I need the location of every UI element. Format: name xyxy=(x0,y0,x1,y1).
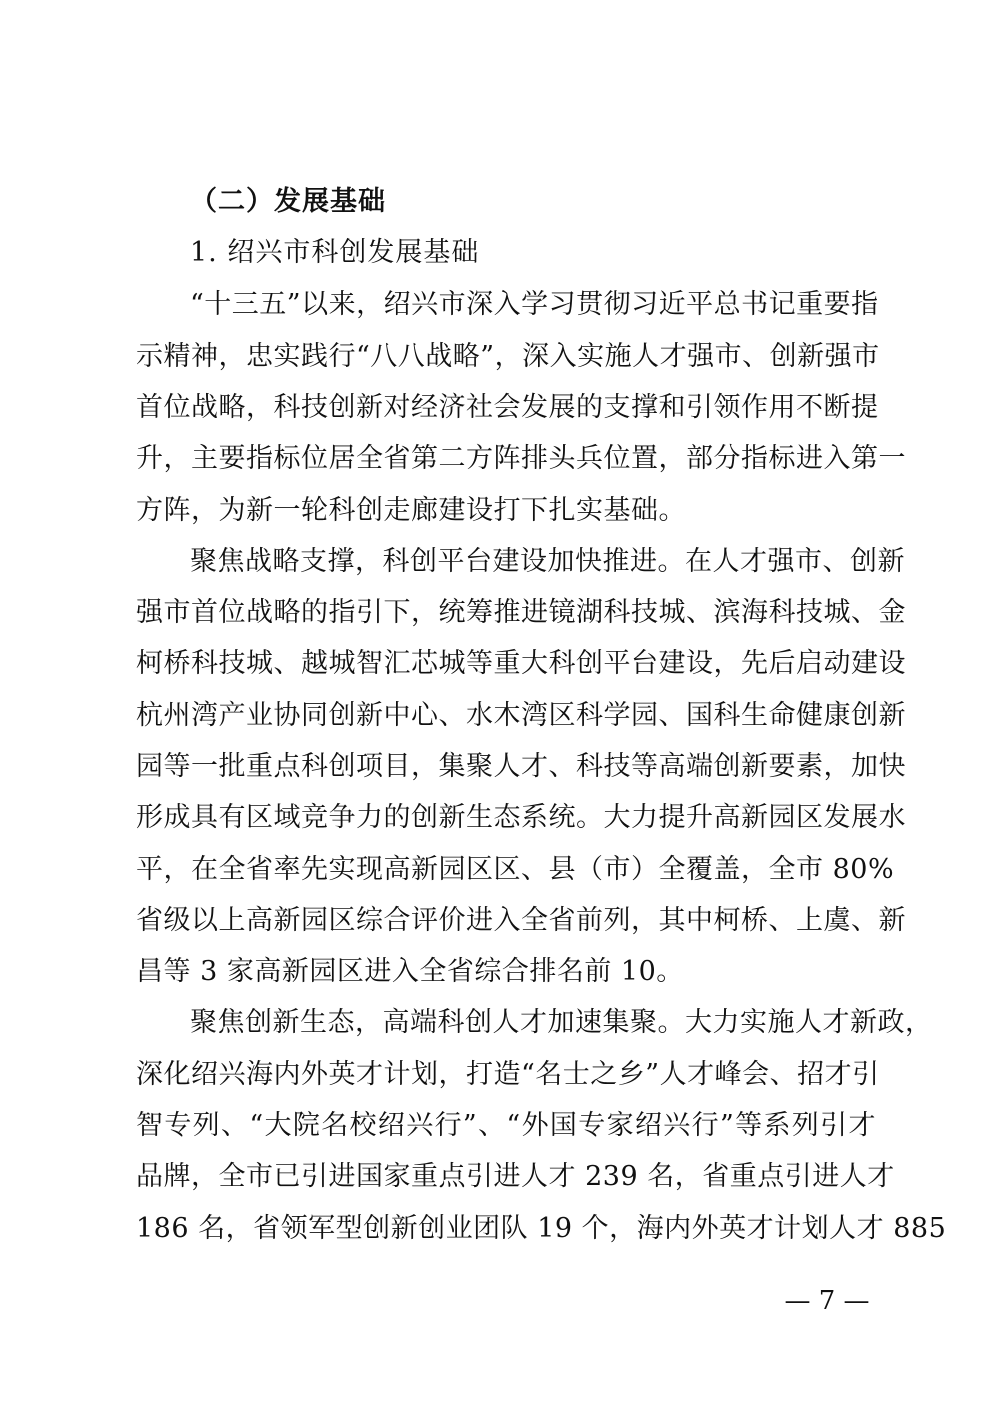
paragraph-line: 智专列、“大院名校绍兴行”、“外国专家绍兴行”等系列引才 xyxy=(136,1110,876,1141)
paragraph-line: 柯桥科技城、越城智汇芯城等重大科创平台建设，先后启动建设 xyxy=(136,648,906,679)
paragraph-line: 方阵，为新一轮科创走廊建设打下扎实基础。 xyxy=(136,495,686,526)
paragraph-line: 聚焦战略支撑，科创平台建设加快推进。在人才强市、创新 xyxy=(190,546,905,577)
paragraph-line: 升，主要指标位居全省第二方阵排头兵位置，部分指标进入第一 xyxy=(136,443,906,474)
paragraph-line: 园等一批重点科创项目，集聚人才、科技等高端创新要素，加快 xyxy=(136,751,906,782)
paragraph-line: 聚焦创新生态，高端科创人才加速集聚。大力实施人才新政， xyxy=(190,1007,933,1038)
paragraph-line: 杭州湾产业协同创新中心、水木湾区科学园、国科生命健康创新 xyxy=(136,700,906,731)
paragraph-line: 品牌，全市已引进国家重点引进人才 239 名，省重点引进人才 xyxy=(136,1161,895,1192)
paragraph-line: 昌等 3 家高新园区进入全省综合排名前 10。 xyxy=(136,956,684,987)
paragraph-line: 186 名，省领军型创新创业团队 19 个，海内外英才计划人才 885 xyxy=(136,1213,947,1244)
paragraph-line: 平，在全省率先实现高新园区区、县（市）全覆盖，全市 80% xyxy=(136,854,895,885)
subsection-heading: 1. 绍兴市科创发展基础 xyxy=(190,237,480,268)
paragraph-line: 形成具有区域竞争力的创新生态系统。大力提升高新园区发展水 xyxy=(136,802,906,833)
paragraph-line: 示精神，忠实践行“八八战略”，深入实施人才强市、创新强市 xyxy=(136,341,880,372)
section-heading: （二）发展基础 xyxy=(190,186,386,217)
page-number: — 7 — xyxy=(784,1286,870,1316)
paragraph-line: 强市首位战略的指引下，统筹推进镜湖科技城、滨海科技城、金 xyxy=(136,597,906,628)
paragraph-line: 首位战略，科技创新对经济社会发展的支撑和引领作用不断提 xyxy=(136,392,879,423)
paragraph-line: “十三五”以来，绍兴市深入学习贯彻习近平总书记重要指 xyxy=(190,289,879,320)
paragraph-line: 深化绍兴海内外英才计划，打造“名士之乡”人才峰会、招才引 xyxy=(136,1059,880,1090)
paragraph-line: 省级以上高新园区综合评价进入全省前列，其中柯桥、上虞、新 xyxy=(136,905,906,936)
